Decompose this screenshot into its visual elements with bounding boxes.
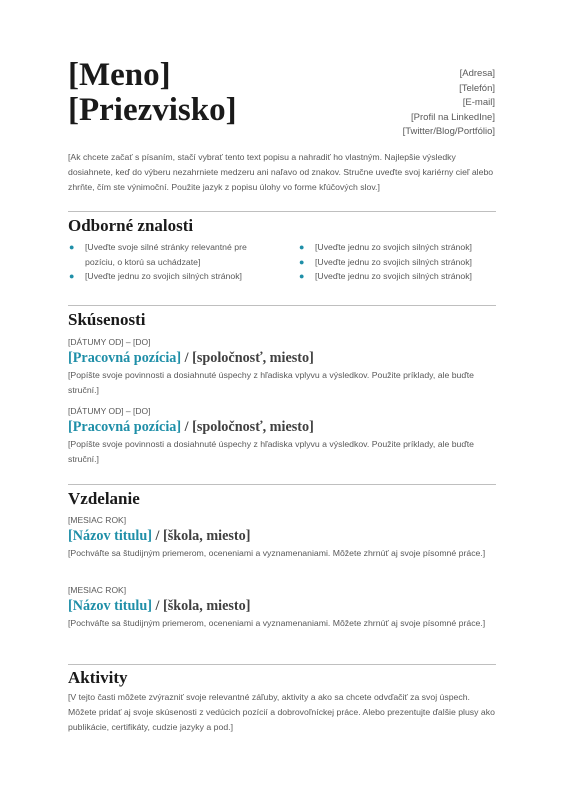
- entry-description[interactable]: [Popíšte svoje povinnosti a dosiahnuté úspechy z hľadiska vplyvu a výsledkov. Použite príklady, ale buďte struční.]: [68, 370, 474, 395]
- title-separator: /: [181, 350, 193, 366]
- skills-heading[interactable]: Odborné znalosti: [68, 216, 194, 235]
- experience-entry: [68, 336, 498, 398]
- bullet-icon: ●: [69, 271, 75, 281]
- title-separator: /: [151, 528, 163, 544]
- title-separator: /: [151, 598, 163, 614]
- entry-date[interactable]: [MESIAC ROK]: [68, 585, 127, 595]
- section-divider: [68, 211, 496, 212]
- company-location[interactable]: [spoločnosť, miesto]: [192, 419, 314, 435]
- entry-date[interactable]: [MESIAC ROK]: [68, 515, 127, 525]
- bullet-icon: ●: [299, 256, 305, 267]
- entry-description[interactable]: [Pochváľte sa študijným priemerom, oceneniami a vyznamenaniami. Môžete zhrnúť aj svoje písomné práce.]: [68, 618, 486, 628]
- entry-title: [68, 348, 498, 368]
- skill-item[interactable]: ● [Uveďte jednu zo svojich silných stránok]: [298, 255, 496, 270]
- bullet-icon: ●: [299, 271, 305, 281]
- bullet-icon: ●: [299, 242, 305, 252]
- summary-paragraph[interactable]: [Ak chcete začať s písaním, stačí vybrať tento text popisu a nahradiť ho vlastným. Najlepšie výsledky dosiahnete, keď do výberu nezahrniete medzeru ani naľavo od znakov. Stručne uveďte svoj kariérny cieľ alebo zhrňte, čím ste výnimoční. Použite jazyk z popisu úlohy vo forme kľúčových slov.]: [68, 152, 494, 192]
- education-entry: [68, 584, 498, 631]
- experience-heading[interactable]: Skúsenosti: [68, 310, 146, 329]
- section-divider: [68, 484, 496, 485]
- activities-heading[interactable]: Aktivity: [68, 668, 128, 687]
- skills-column-left: [68, 240, 273, 284]
- school-location[interactable]: [škola, miesto]: [162, 598, 251, 614]
- skills-column-right: [298, 240, 496, 284]
- candidate-name[interactable]: [68, 58, 237, 128]
- activities-paragraph[interactable]: [V tejto časti môžete zvýrazniť svoje relevantné záľuby, aktivity a ako sa chcete odvďačiť za svoj úspech. Môžete pridať aj svoje skúsenosti z vedúcich pozícií a dobrovoľníckej práce. Alebo prezentujte ďalšie plusy ako publikácie, certifikáty, cudzie jazyky a pod.]: [68, 692, 495, 732]
- degree-title[interactable]: [Názov titulu]: [68, 598, 152, 614]
- contact-linkedin[interactable]: [Profil na LinkedIne]: [411, 111, 495, 123]
- school-location[interactable]: [škola, miesto]: [162, 528, 251, 544]
- section-divider: [68, 664, 496, 665]
- job-title[interactable]: [Pracovná pozícia]: [68, 419, 182, 435]
- bullet-icon: ●: [69, 242, 75, 252]
- entry-title: [68, 417, 498, 437]
- entry-date[interactable]: [DÁTUMY OD] – [DO]: [68, 337, 151, 347]
- entry-title: [68, 596, 498, 616]
- education-entry: [68, 514, 498, 561]
- contact-email[interactable]: [E-mail]: [462, 97, 495, 108]
- degree-title[interactable]: [Názov titulu]: [68, 528, 152, 544]
- contact-phone[interactable]: [Telefón]: [459, 82, 495, 94]
- skill-item[interactable]: ● [Uveďte jednu zo svojich silných stránok]: [68, 269, 273, 284]
- title-separator: /: [181, 419, 193, 435]
- experience-entry: [68, 405, 498, 467]
- first-name[interactable]: [Meno]: [68, 57, 171, 93]
- contact-portfolio[interactable]: [Twitter/Blog/Portfólio]: [402, 126, 495, 137]
- company-location[interactable]: [spoločnosť, miesto]: [192, 350, 314, 366]
- skill-item[interactable]: ● [Uveďte jednu zo svojich silných stránok]: [298, 269, 496, 284]
- contact-block: [403, 67, 495, 140]
- education-heading[interactable]: Vzdelanie: [68, 489, 140, 508]
- skill-item[interactable]: ● [Uveďte svoje silné stránky relevantné pre pozíciu, o ktorú sa uchádzate]: [69, 242, 247, 267]
- skill-item[interactable]: ● [Uveďte jednu zo svojich silných stránok]: [298, 240, 496, 255]
- contact-address[interactable]: [Adresa]: [459, 68, 495, 79]
- entry-description[interactable]: [Pochváľte sa študijným priemerom, oceneniami a vyznamenaniami. Môžete zhrnúť aj svoje písomné práce.]: [68, 548, 486, 558]
- job-title[interactable]: [Pracovná pozícia]: [68, 350, 182, 366]
- section-divider: [68, 305, 496, 306]
- last-name[interactable]: [Priezvisko]: [68, 92, 237, 128]
- entry-title: [68, 526, 498, 546]
- entry-date[interactable]: [DÁTUMY OD] – [DO]: [68, 406, 151, 416]
- entry-description[interactable]: [Popíšte svoje povinnosti a dosiahnuté úspechy z hľadiska vplyvu a výsledkov. Použite príklady, ale buďte struční.]: [68, 439, 474, 464]
